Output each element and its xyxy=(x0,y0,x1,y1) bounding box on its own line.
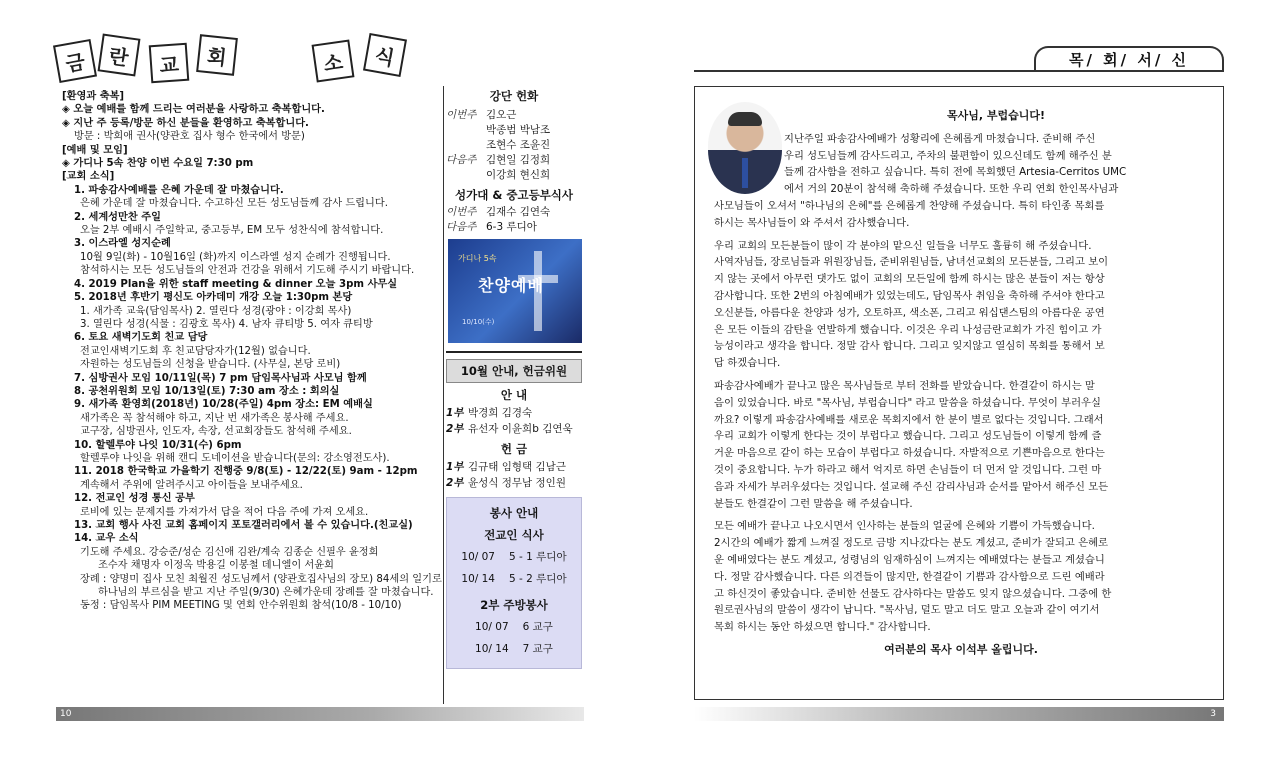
roster-row xyxy=(446,220,582,235)
letter-line: 2시간의 예배가 짧게 느껴질 정도로 금방 지나갔다는 분도 계셨고, 준비가 잘되고 은혜로 xyxy=(714,537,1108,550)
roster-row xyxy=(446,153,582,168)
letter-line: 은 모든 이들의 감탄을 연발하게 했습니다. 이것은 우리 나성금란교회가 가진 힘이고 가 xyxy=(714,323,1102,336)
image-caption-date: 10/10(수) xyxy=(462,318,495,326)
news-line: 12. 전교인 성경 통신 공부 xyxy=(74,493,195,505)
letter-signature: 여러분의 목사 이석부 올립니다. xyxy=(884,642,1038,656)
letter-line: 답 하겠습니다. xyxy=(714,357,781,370)
service-row xyxy=(447,638,581,660)
roster-names: 김재수 김연숙 xyxy=(486,206,551,218)
title-tile: 회 xyxy=(196,34,238,76)
letter-line: 것이 중요합니다. 누가 하라고 해서 억지로 하면 손님들이 더 먼저 알 것입니다. 그런 마 xyxy=(714,463,1102,476)
news-line: 장례 : 양명미 집사 모친 최월진 성도님께서 (양관호집사님의 장모) 84세의 일기로 xyxy=(80,573,442,585)
title-tile: 소 xyxy=(312,40,355,83)
letter-line: 능성이라고 생각을 합니다. 정말 감사 합니다. 그리고 잊지않고 열심히 목회를 통해서 보 xyxy=(714,340,1105,353)
news-line: 13. 교회 행사 사진 교회 홈페이지 포토갤러리에서 볼 수 있습니다.(친교실) xyxy=(74,520,413,531)
page-number-left: 10 xyxy=(56,707,584,721)
letter-line: 우리 교회의 모든분들이 많이 각 분야의 맡으신 일들을 너무도 훌륭히 해 주셨습니다. xyxy=(714,239,1092,252)
roster-row xyxy=(446,475,582,491)
altar-flowers-title: 강단 헌화 xyxy=(489,89,539,103)
october-guide-header: 10월 안내, 헌금위원 xyxy=(446,359,582,383)
news-line: 참석하시는 모든 성도님들의 안전과 건강을 위해서 기도해 주시기 바랍니다. xyxy=(80,265,415,277)
news-line: ◈ 오늘 예배를 함께 드리는 여러분을 사랑하고 축복합니다. xyxy=(62,104,325,116)
letter-line: 음과 자세가 부러우셨다는 것입니다. 설교해 주신 감리사님과 순서를 맡아서 해주신 모든 xyxy=(714,480,1109,493)
meal-title: 전교인 식사 xyxy=(484,528,544,542)
news-line: 8. 공천위원회 모임 10/13일(토) 7:30 am 장소 : 회의실 xyxy=(74,385,340,397)
roster-week-label: 다음주 xyxy=(446,221,477,233)
praise-worship-image xyxy=(448,239,582,343)
bulletin-title xyxy=(56,34,436,88)
news-line: 새가족은 꼭 참석해야 하고, 지난 번 새가족은 봉사해 주세요. xyxy=(80,412,349,424)
news-line: 동정 : 담임목사 PIM MEETING 및 연회 안수위원회 참석(10/8 - 10/10) xyxy=(80,600,402,612)
roster-row xyxy=(446,108,582,123)
offering-list xyxy=(446,459,582,491)
roster-row xyxy=(446,123,582,138)
roster-names: 이강희 현신희 xyxy=(486,169,551,181)
service-team: 5 - 1 루디아 xyxy=(509,551,567,563)
news-line: 전교인새벽기도회 후 친교담당자가(12월) 없습니다. xyxy=(80,345,311,357)
news-line: 할렐루야 나잇을 위해 캔디 도네이션을 받습니다(문의: 강소영전도사). xyxy=(80,452,390,464)
service-date: 10/ 14 xyxy=(461,573,495,585)
letter-line: 목회 하시는 동안 하셨으면 합니다." 감사합니다. xyxy=(714,621,931,634)
news-line: 3. 열린다 성경(식물 : 김광호 목사) 4. 남자 큐티방 5. 여자 큐티방 xyxy=(80,318,373,330)
meal-list xyxy=(447,546,581,590)
service-row xyxy=(447,546,581,568)
choir-meal-title: 성가대 & 중고등부식사 xyxy=(454,188,574,202)
roster-row xyxy=(446,405,582,421)
church-news-column xyxy=(62,90,442,702)
letter-line: 감사합니다. 또한 2번의 아침예배가 있었는데도, 담임목사 취임을 축하해 주셔야 한다고 xyxy=(714,289,1105,302)
news-line: 9. 새가족 환영회(2018년) 10/28(주일) 4pm 장소: EM 예배실 xyxy=(74,399,373,411)
news-line: 기도해 주세요. 강승준/성순 김신애 김완/계숙 김종순 신필우 윤정희 xyxy=(80,546,379,558)
choir-meal-list xyxy=(446,205,582,235)
news-line: 10. 할렐루야 나잇 10/31(수) 6pm xyxy=(74,439,242,451)
news-line: 은혜 가운데 잘 마쳤습니다. 수고하신 모든 성도님들께 감사 드립니다. xyxy=(80,198,388,210)
service-guide-box xyxy=(446,497,582,669)
news-line: 14. 교우 소식 xyxy=(74,533,139,545)
service-date: 10/ 14 xyxy=(475,643,509,655)
roster-week-label: 다음주 xyxy=(446,154,477,166)
news-line: 조수자 채명자 이정옥 박용길 이봉철 데니엘이 서윤희 xyxy=(98,560,334,572)
news-line: 1. 새가족 교육(담임목사) 2. 열린다 성경(광야 : 이강희 목사) xyxy=(80,305,352,317)
kitchen-service-list xyxy=(447,616,581,660)
news-line: ◈ 가디나 5속 찬양 이번 수요일 7:30 pm xyxy=(62,158,254,170)
letter-line: 지난주일 파송감사예배가 성황리에 은혜롭게 마쳤습니다. 준비해 주신 xyxy=(784,132,1096,145)
letter-line: 우리 성도님들께 감사드리고, 주차의 불편함이 있으신데도 함께 해주신 분 xyxy=(784,149,1112,162)
roster-row xyxy=(446,421,582,437)
roster-week-label: 이번주 xyxy=(446,109,477,121)
news-line: 1. 파송감사예배를 은혜 가운데 잘 마쳤습니다. xyxy=(74,184,284,196)
roster-names: 김규태 임형택 김남근 xyxy=(468,461,566,473)
roster-names: 박종범 박남조 xyxy=(486,124,551,136)
news-line: 계속해서 주위에 알려주시고 아이들을 보내주세요. xyxy=(80,479,303,491)
news-line: 오늘 2부 예배시 주일학교, 중고등부, EM 모두 성찬식에 참석합니다. xyxy=(80,225,384,237)
roster-names: 조현수 조윤진 xyxy=(486,139,551,151)
pastor-letter-header: 목/ 회/ 서/ 신 xyxy=(1034,46,1224,72)
roster-week-label: 2부 xyxy=(446,477,464,489)
news-line: ◈ 지난 주 등록/방문 하신 분들을 환영하고 축복합니다. xyxy=(62,117,309,129)
service-date: 10/ 07 xyxy=(461,551,495,563)
roster-row xyxy=(446,138,582,153)
service-guide-title: 봉사 안내 xyxy=(489,506,539,520)
news-line: 10월 9일(화) - 10월16일 (화)까지 이스라엘 성지 순례가 진행됩니다. xyxy=(80,251,391,263)
news-line: 5. 2018년 후반기 평신도 아카데미 개강 오늘 1:30pm 본당 xyxy=(74,292,353,304)
section-divider xyxy=(446,351,582,353)
letter-line: 들께 감사함을 전하고 싶습니다. 특히 전에 목회했던 Artesia-Cerritos UMC xyxy=(784,166,1127,179)
news-line: 11. 2018 한국학교 가을학기 진행중 9/8(토) - 12/22(토) 9am - 12pm xyxy=(74,466,418,478)
service-team: 7 교구 xyxy=(522,643,553,655)
roster-names: 박경희 김경숙 xyxy=(468,407,533,419)
letter-line: 분들도 한결같이 그런 말씀을 해 주셨습니다. xyxy=(714,497,913,510)
altar-flowers-list xyxy=(446,108,582,183)
service-row xyxy=(447,616,581,638)
image-caption-small: 가디나 5속 xyxy=(458,254,497,263)
letter-line: 파송감사예배가 끝나고 많은 목사님들로 부터 전화를 받았습니다. 한결같이 하시는 말 xyxy=(714,379,1095,392)
roster-row xyxy=(446,168,582,183)
roster-row xyxy=(446,205,582,220)
roster-week-label: 1부 xyxy=(446,461,464,473)
roster-names: 김현일 김정희 xyxy=(486,154,551,166)
news-line: 2. 세계성만찬 주일 xyxy=(74,211,161,223)
service-team: 5 - 2 루디아 xyxy=(509,573,567,585)
roster-week-label xyxy=(446,123,486,138)
title-tile: 식 xyxy=(363,33,407,77)
news-line: 4. 2019 Plan을 위한 staff meeting & dinner 오늘 3pm 사무실 xyxy=(74,278,398,290)
sidebar-column xyxy=(446,86,582,704)
news-line: 로비에 있는 문제지를 가져가서 답을 적어 다음 주에 가져 오세요. xyxy=(80,506,369,518)
news-line: 자원하는 성도님들의 신청을 받습니다. (사무실, 본당 로비) xyxy=(80,359,341,371)
service-team: 6 교구 xyxy=(522,621,553,633)
news-line: 방문 : 박희애 권사(양관호 집사 형수 한국에서 방문) xyxy=(74,131,305,143)
letter-line: 하시는 목사님들이 와 주셔서 감사했습니다. xyxy=(714,216,910,229)
roster-week-label: 이번주 xyxy=(446,206,477,218)
service-date: 10/ 07 xyxy=(475,621,509,633)
page-number-right: 3 xyxy=(694,707,1224,721)
letter-line: 모든 예배가 끝나고 나오시면서 인사하는 분들의 얼굴에 은혜와 기쁨이 가득했습니다. xyxy=(714,520,1095,533)
letter-line: 사역자님들, 장로님들과 위원장님들, 준비위원님들, 남녀선교회의 모든분들, 그리고 보이 xyxy=(714,256,1109,269)
usher-list xyxy=(446,405,582,437)
news-line: 7. 심방권사 모임 10/11일(목) 7 pm 담임목사님과 사모님 함께 xyxy=(74,372,367,384)
usher-title: 안 내 xyxy=(500,388,528,402)
letter-line: 거운 마음으로 같이 하는 모습이 부럽다고 하셨습니다. 자발적으로 기쁜마음으로 한다는 xyxy=(714,447,1105,460)
letter-line: 우리 교회가 이렇게 한다는 것이 부럽다고 했습니다. 그리고 성도님들이 이렇게 함께 즐 xyxy=(714,430,1102,443)
letter-body xyxy=(714,131,1208,636)
offering-title: 헌 금 xyxy=(500,442,528,456)
column-divider xyxy=(443,86,444,704)
letter-line: 다. 정말 감사했습니다. 다른 의견들이 많지만, 한결같이 기쁨과 감사함으로 드린 예배라 xyxy=(714,570,1105,583)
letter-line: 사모님들이 오셔서 "하나님의 은혜"를 은혜롭게 찬양해 주셨습니다. 특히 타인종 목회를 xyxy=(714,199,1105,212)
news-line: 하나님의 부르심을 받고 지난 주일(9/30) 은혜가운데 장례를 잘 마쳤습니다. xyxy=(98,587,434,599)
letter-line: 고 하신것이 좋았습니다. 준비한 선물도 감사하다는 말씀도 잊지 않으셨습니다. 그중에 한 xyxy=(714,587,1112,600)
service-row xyxy=(447,568,581,590)
news-line: [예배 및 모임] xyxy=(62,144,128,156)
letter-line: 지 않는 곳에서 아무런 댓가도 없이 교회의 모든일에 함께 하시는 많은 분들이 저는 항상 xyxy=(714,273,1105,286)
pastor-letter xyxy=(714,108,1208,659)
letter-line: 원로권사님의 말씀이 생각이 납니다. "목사님, 덜도 말고 더도 말고 오늘과 같이 여기서 xyxy=(714,604,1100,617)
roster-week-label: 2부 xyxy=(446,423,464,435)
kitchen-service-title: 2부 주방봉사 xyxy=(480,598,548,612)
title-tile: 란 xyxy=(98,34,141,77)
roster-names: 김오근 xyxy=(486,109,517,121)
roster-week-label: 1부 xyxy=(446,407,464,419)
letter-line: 음이 있었습니다. 바로 "목사님, 부럽습니다" 라고 말씀을 하셨습니다. 무엇이 부러우실 xyxy=(714,396,1101,409)
news-line: 교구장, 심방권사, 인도자, 속장, 선교회장들도 참석해 주세요. xyxy=(80,426,352,438)
news-line: 6. 토요 새벽기도회 친교 담당 xyxy=(74,332,208,344)
title-tile: 교 xyxy=(149,43,190,84)
news-line: [환영과 축복] xyxy=(62,91,125,102)
roster-names: 6-3 루디아 xyxy=(486,221,537,233)
letter-line: 운 예배였다는 분도 계셨고, 성령님의 임재하심이 느껴지는 예배였다는 분들고 계셨습니 xyxy=(714,553,1105,566)
news-line: 3. 이스라엘 성지순례 xyxy=(74,238,171,250)
roster-week-label xyxy=(446,138,486,153)
letter-line: 까요? 이렇게 파송감사예배를 새로운 목회지에서 한 분이 별로 없다는 것입니다. 그래서 xyxy=(714,413,1104,426)
header-rule xyxy=(694,70,1224,72)
letter-title: 목사님, 부럽습니다! xyxy=(946,109,1046,122)
roster-names: 유선자 이윤희b 김연욱 xyxy=(468,423,573,435)
roster-row xyxy=(446,459,582,475)
image-caption-main: 찬양예배 xyxy=(478,276,544,295)
roster-names: 윤성식 정무남 정인원 xyxy=(468,477,566,489)
letter-line: 오신분들, 아름다운 찬양과 성가, 오토하프, 색소폰, 그리고 워십댄스팀의 아름다운 공연 xyxy=(714,306,1105,319)
title-tile: 금 xyxy=(53,39,97,83)
news-line: [교회 소식] xyxy=(62,171,115,183)
letter-line: 에서 거의 20분이 참석해 축하해 주셨습니다. 또한 우리 연회 한인목사님과 xyxy=(784,183,1119,196)
roster-week-label xyxy=(446,168,486,183)
